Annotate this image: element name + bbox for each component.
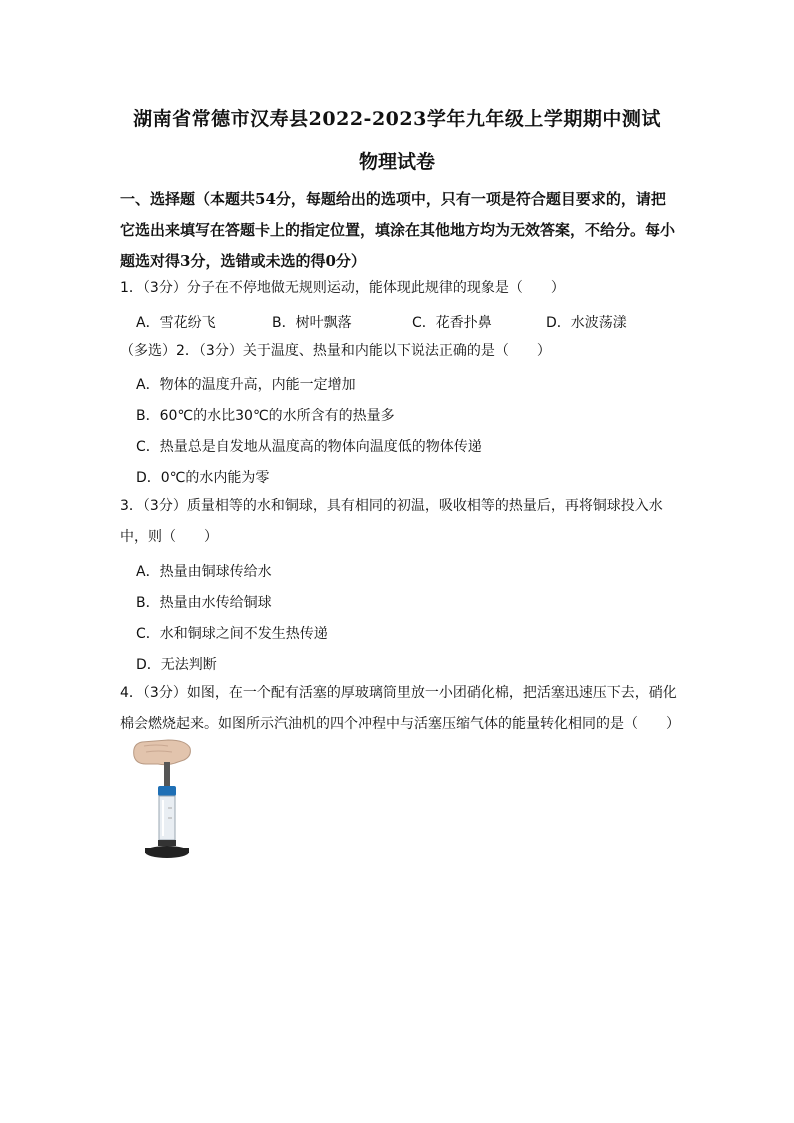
question-2-stem: （多选）2．（3分）关于温度、热量和内能以下说法正确的是（ ） [120, 343, 551, 359]
section-heading: 一、选择题（本题共54分，每题给出的选项中，只有一项是符合题目要求的，请把它选出来填写在答题卡上的指定位置，填涂在其他地方均为无效答案，不给分。每小题选对得3分，选错或未选的得0分） [120, 190, 676, 270]
question-1-option-c: C．花香扑鼻 [412, 315, 492, 331]
question-2-option-a: A．物体的温度升高，内能一定增加 [136, 377, 356, 393]
question-1-stem: 1．（3分）分子在不停地做无规则运动，能体现此规律的现象是（ ） [120, 280, 565, 296]
question-3-stem: 3．（3分）质量相等的水和铜球，具有相同的初温，吸收相等的热量后，再将铜球投入水中，则（ ） [120, 498, 663, 545]
question-3-option-d: D．无法判断 [136, 657, 217, 673]
question-1-option-b: B．树叶飘落 [272, 315, 352, 331]
question-2-option-b: B．60℃的水比30℃的水所含有的热量多 [136, 408, 395, 424]
question-3-option-b: B．热量由水传给铜球 [136, 595, 272, 611]
page-title: 湖南省常德市汉寿县2022-2023学年九年级上学期期中测试 [133, 108, 661, 130]
fire-piston-figure [128, 738, 208, 862]
question-1-option-d: D．水波荡漾 [546, 315, 627, 331]
question-2-option-c: C．热量总是自发地从温度高的物体向温度低的物体传递 [136, 439, 482, 455]
question-3-option-a: A．热量由铜球传给水 [136, 564, 272, 580]
question-2-option-d: D．0℃的水内能为零 [136, 470, 270, 486]
fire-piston-illustration [128, 738, 208, 862]
question-1-options [136, 312, 676, 332]
question-1-option-a: A．雪花纷飞 [136, 315, 216, 331]
question-3-option-c: C．水和铜球之间不发生热传递 [136, 626, 328, 642]
question-4-stem: 4．（3分）如图，在一个配有活塞的厚玻璃筒里放一小团硝化棉，把活塞迅速压下去，硝化棉会燃烧起来。如图所示汽油机的四个冲程中与活塞压缩气体的能量转化相同的是（ ） [120, 685, 680, 732]
page-subtitle: 物理试卷 [358, 151, 435, 173]
